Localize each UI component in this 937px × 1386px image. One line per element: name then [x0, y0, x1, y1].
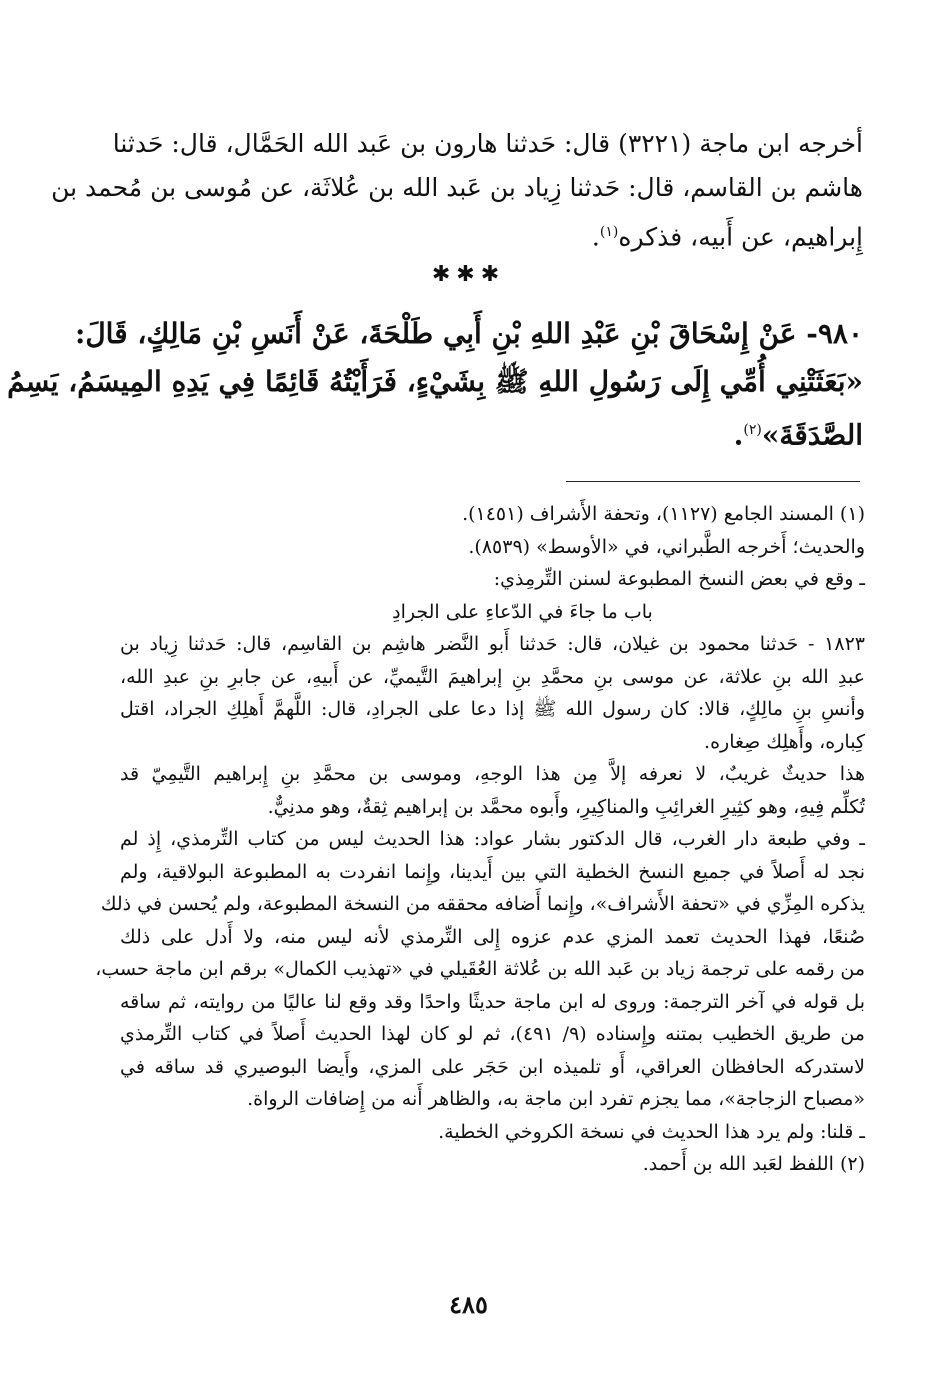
footnote-line: (٢) اللفظ لعَبد الله بن أَحمد. [642, 1153, 865, 1175]
footnote-line: تُكلِّم فِيهِ، وهو كثِيرِ الغرائِبِ والمناكِيرِ، وأَبوه محمَّد بن إبراهيم ثِقةٌ، وهو مدنِيٌّ. [267, 795, 865, 818]
hadith-line: «بَعَثَتْنِي أُمِّي إِلَى رَسُولِ اللهِ ﷺ بِشَيْءٍ، فَرَأَيْتُهُ قَائِمًا فِي يَدِهِ المِيسَمُ، يَسِمُ [7, 365, 863, 398]
intro-line: إِبراهيم، عن أَبيه، فذكره [618, 222, 863, 252]
footnote-ref[interactable]: (٢) [743, 422, 762, 438]
footnote-line: بل قوله في آخر الترجمة: وروى له ابن ماجة حديثًا واحدًا وقد وقع لنا عاليًا من روايته، ثم ساقه [120, 990, 865, 1013]
hadith-paragraph [7, 310, 863, 459]
footnote-line: ـ وقع في بعض النسخ المطبوعة لسنن التِّرمِذي: [493, 568, 865, 590]
footnote-line: نجد له أَصلاً في جميع النسخ الخطية التي بين أَيدينا، وإِنما انفردت به المطبوعة البولاقية، ولم [120, 860, 865, 883]
footnote-line: ـ قلنا: ولم يرد هذا الحديث في نسخة الكروخي الخطية. [438, 1120, 865, 1143]
footnote-line: صُنعًا، فهذا الحديث تعمد المزي عدم عزوه إِلى التِّرمذي لأنه ليس منه، ولا أَدل على ذلك [120, 925, 865, 948]
footnote-line: لاستدركه الحافظان العراقي، أَو تلميذه ابن حَجَر على المزي، وأَيضا البوصيري قد ساقه في [120, 1055, 865, 1078]
footnote-line: كِباره، وأَهلِك صِغاره. [704, 730, 865, 753]
footnote-line: ـ وفي طبعة دار الغرب، قال الدكتور بشار عواد: هذا الحديث ليس من كتاب التِّرمذي، إِذ لم [120, 828, 865, 850]
hadith-end-mark: . [733, 418, 744, 452]
footnote-chapter-heading: باب ما جاءَ في الدّعاءِ على الجرادِ [392, 600, 653, 623]
intro-paragraph [51, 122, 863, 259]
intro-line: أخرجه ابن ماجة (٣٢٢١) قال: حَدثنا هارون بن عَبد الله الحَمَّال، قال: حَدثنا [112, 129, 863, 158]
footnote-line: عبدِ الله بنِ علاثة، عن موسى بنِ محمَّدِ بنِ إبراهيمَ التَّيميِّ، عن أَبيهِ، عن جابرِ بنِ عبدِ الله، [120, 665, 865, 688]
footnote-divider [566, 481, 860, 482]
hadith-line-last [125, 406, 863, 459]
footnote-line: ١٨٢٣ - حَدثنا محمود بن غيلان، قال: حَدثنا أَبو النَّضر هاشِم بن القاسِم، قال: حَدثنا زِياد بن [120, 633, 865, 655]
footnote-line: من رقمه على ترجمة زياد بن عَبد الله بن عُلاثة العُقَيلي في «تهذيب الكمال» برقم ابن ماجة حسب، [95, 958, 865, 980]
footnote-ref[interactable]: (١) [599, 224, 619, 240]
footnote-line: وأنسِ بنِ مالِكٍ، قالا: كان رسول الله ﷺ إذا دعا على الجرادِ، قال: اللَّهمَّ أَهلِكِ الجراد، اقتل [120, 698, 865, 720]
intro-line: هاشم بن القاسم، قال: حَدثنا زِياد بن عَبد الله بن عُلاثَة، عن مُوسى بن مُحمد بن [51, 173, 863, 202]
section-separator: ✱✱✱ [431, 262, 506, 287]
footnote-line: هذا حديثٌ غريبٌ، لا نعرفه إلاَّ مِن هذا الوجهِ، وموسى بن محمَّدِ بنِ إِبراهيم التَّيمِيّ قد [120, 763, 865, 785]
footnotes [95, 498, 865, 1181]
footnote-line: (١) المسند الجامع (١١٢٧)، وتحفة الأَشراف (١٤٥١). [462, 503, 865, 525]
footnote-line: من طريق الخطيب بمتنه وإِسناده (٩/ ٤٩١)، ثم لو كان لهذا الحديث أَصلاً في كتاب التِّرمذي [120, 1023, 865, 1045]
footnote-line: «مصباح الزجاجة»، مما يجزم تفرد ابن ماجة به، والظاهر أَنه من إِضافات الرواة. [247, 1088, 865, 1110]
hadith-line: ٩٨٠- عَنْ إِسْحَاقَ بْنِ عَبْدِ اللهِ بْنِ أَبِي طَلْحَةَ، عَنْ أَنَسِ بْنِ مَالِكٍ، قَالَ: [75, 317, 863, 350]
footnote-line: والحديث؛ أَخرجه الطَّبراني، في «الأوسط» (٨٥٣٩). [468, 535, 865, 558]
page-number: ٤٨٥ [449, 1290, 488, 1319]
intro-end-mark: . [591, 222, 600, 252]
footnote-line: يذكره المِزِّي في «تحفة الأَشراف»، وإِنما أَضافه محققه من النسخة المطبوعة، ولم يُحسن في ذلك [100, 893, 865, 915]
intro-line-last [125, 210, 863, 259]
hadith-line: الصَّدَقَةَ» [761, 418, 863, 452]
